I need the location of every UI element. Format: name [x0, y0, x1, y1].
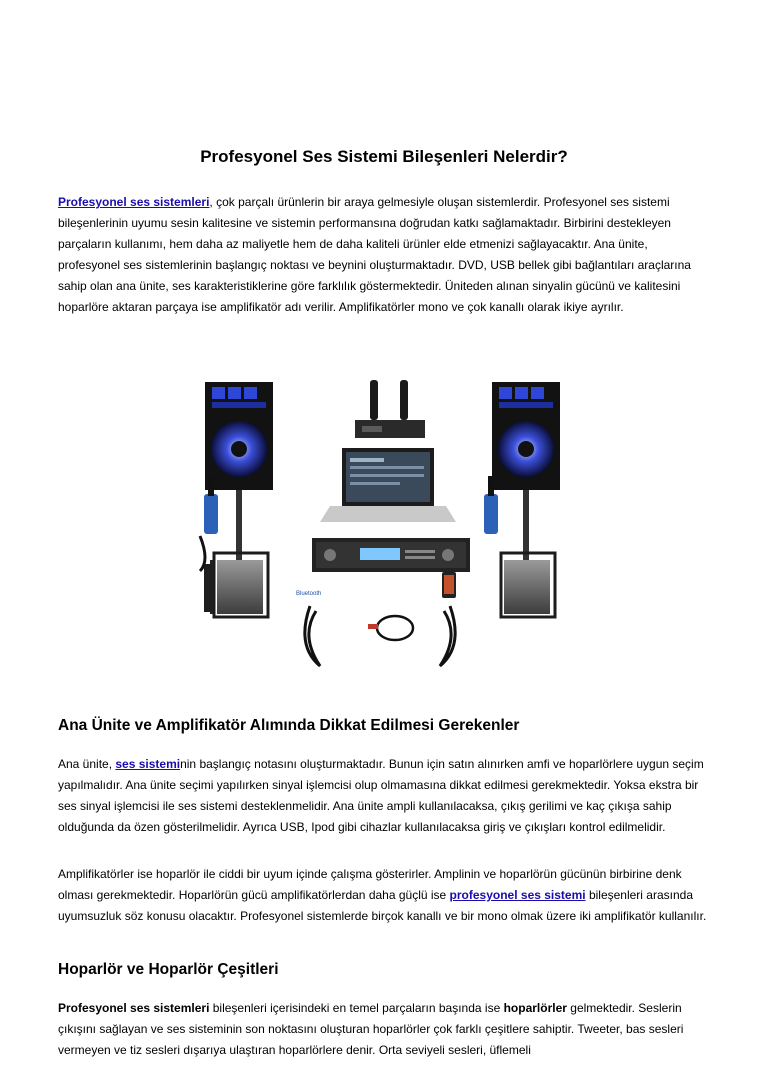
- right-speaker: [492, 382, 560, 617]
- intro-paragraph: [58, 192, 713, 318]
- section1-p2-after: bileşenleri arasında uyumsuzluk söz konusu olacaktır. Profesyonel sistemlerde birçok kanallı ve bir mono olmak üzere iki amplifikatör kullanılır.: [58, 888, 707, 923]
- section1-p1-before: Ana ünite,: [58, 757, 116, 771]
- sound-system-image: [190, 366, 580, 686]
- laptop: [320, 448, 456, 522]
- section2-paragraph-1: [58, 998, 713, 1061]
- wireless-microphones: [355, 380, 425, 438]
- profesyonel-ses-sistemleri-link[interactable]: Profesyonel ses sistemleri: [58, 195, 210, 209]
- bottom-cables: [305, 606, 455, 666]
- section1-p1-after: nin başlangıç notasını oluşturmaktadır. Bunun için satın alınırken amfi ve hoparlörlere uygun seçim yapılmalıdır. Ana ünite seçimi yapılırken sinyal işlemcisi olup olmamasına dikkat edilmesi gerekmektedir. Yoksa ekstra bir ses sinyal işlemcisi ile ses sistemi desteklenmelidir. Ana ünite ampli kullanılacaksa, çıkış gerilimi ve kaç çıkışa sahip olduğunda da özen gösterilmelidir. Ayrıca USB, Ipod gibi cihazlar kullanılacaksa giriş ve çıkışları kontrol edilmelidir.: [58, 757, 704, 834]
- section1-p2-before: Amplifikatörler ise hoparlör ile ciddi bir uyum içinde çalışma gösterirler. Amplinin ve hoparlörün gücünün birbirine denk olması gerekmektedir. Hoparlörün gücü amplifikatörlerdan daha güçlü ise: [58, 867, 682, 902]
- profesyonel-ses-sistemi-link[interactable]: profesyonel ses sistemi: [449, 888, 586, 902]
- bluetooth-label: Bluetooth: [296, 591, 322, 597]
- intro-text: , çok parçalı ürünlerin bir araya gelmesiyle oluşan sistemlerdir. Profesyonel ses sistemi bileşenlerinin uyumu sesin kalitesine ve sistemin performansına doğrudan katkı sağlamaktadır. Birbirini destekleyen parçaların kullanımı, hem daha az maliyetle hem de daha kaliteli ürünler elde etmenizi sağlayacaktır. Ana ünite, profesyonel ses sistemlerinin başlangıç noktası ve beynini oluşturmaktadır. DVD, USB bellek gibi bağlantıları araçlarına sahip olan ana ünite, ses karakteristiklerine göre farklılık göstermektedir. Üniteden alınan sinyalin gücünü ve kalitesini hoparlöre aktaran parçaya ise amplifikatör adı verilir. Amplifikatörler mono ve çok kanallı olarak ikiye ayrılır.: [58, 195, 691, 314]
- amplifier: [312, 538, 470, 572]
- section1-paragraph-1: [58, 754, 713, 838]
- section2-bold-1: Profesyonel ses sistemleri: [58, 1001, 210, 1015]
- section1-heading: Ana Ünite ve Amplifikatör Alımında Dikkat Edilmesi Gerekenler: [58, 717, 520, 734]
- section2-p1-mid: bileşenleri içerisindeki en temel parçaların başında ise: [209, 1001, 504, 1015]
- phone: [442, 572, 456, 598]
- ses-sistemi-link[interactable]: ses sistemi: [115, 757, 181, 771]
- section1-paragraph-2: [58, 864, 713, 927]
- page-title: Profesyonel Ses Sistemi Bileşenleri Nelerdir?: [200, 147, 568, 166]
- section2-bold-2: hoparlörler: [503, 1001, 567, 1015]
- section2-p1-after: gelmektedir. Seslerin çıkışını sağlayan ve ses sisteminin son noktasını oluşturan hoparlörler çok farklı çeşitlere sahiptir. Tweeter, bas sesleri vermeyen ve tiz sesleri dışarıya ulaştıran hoparlörlere denir. Orta seviyeli sesleri, üflemeli: [58, 1001, 684, 1057]
- section2-heading: Hoparlör ve Hoparlör Çeşitleri: [58, 961, 279, 978]
